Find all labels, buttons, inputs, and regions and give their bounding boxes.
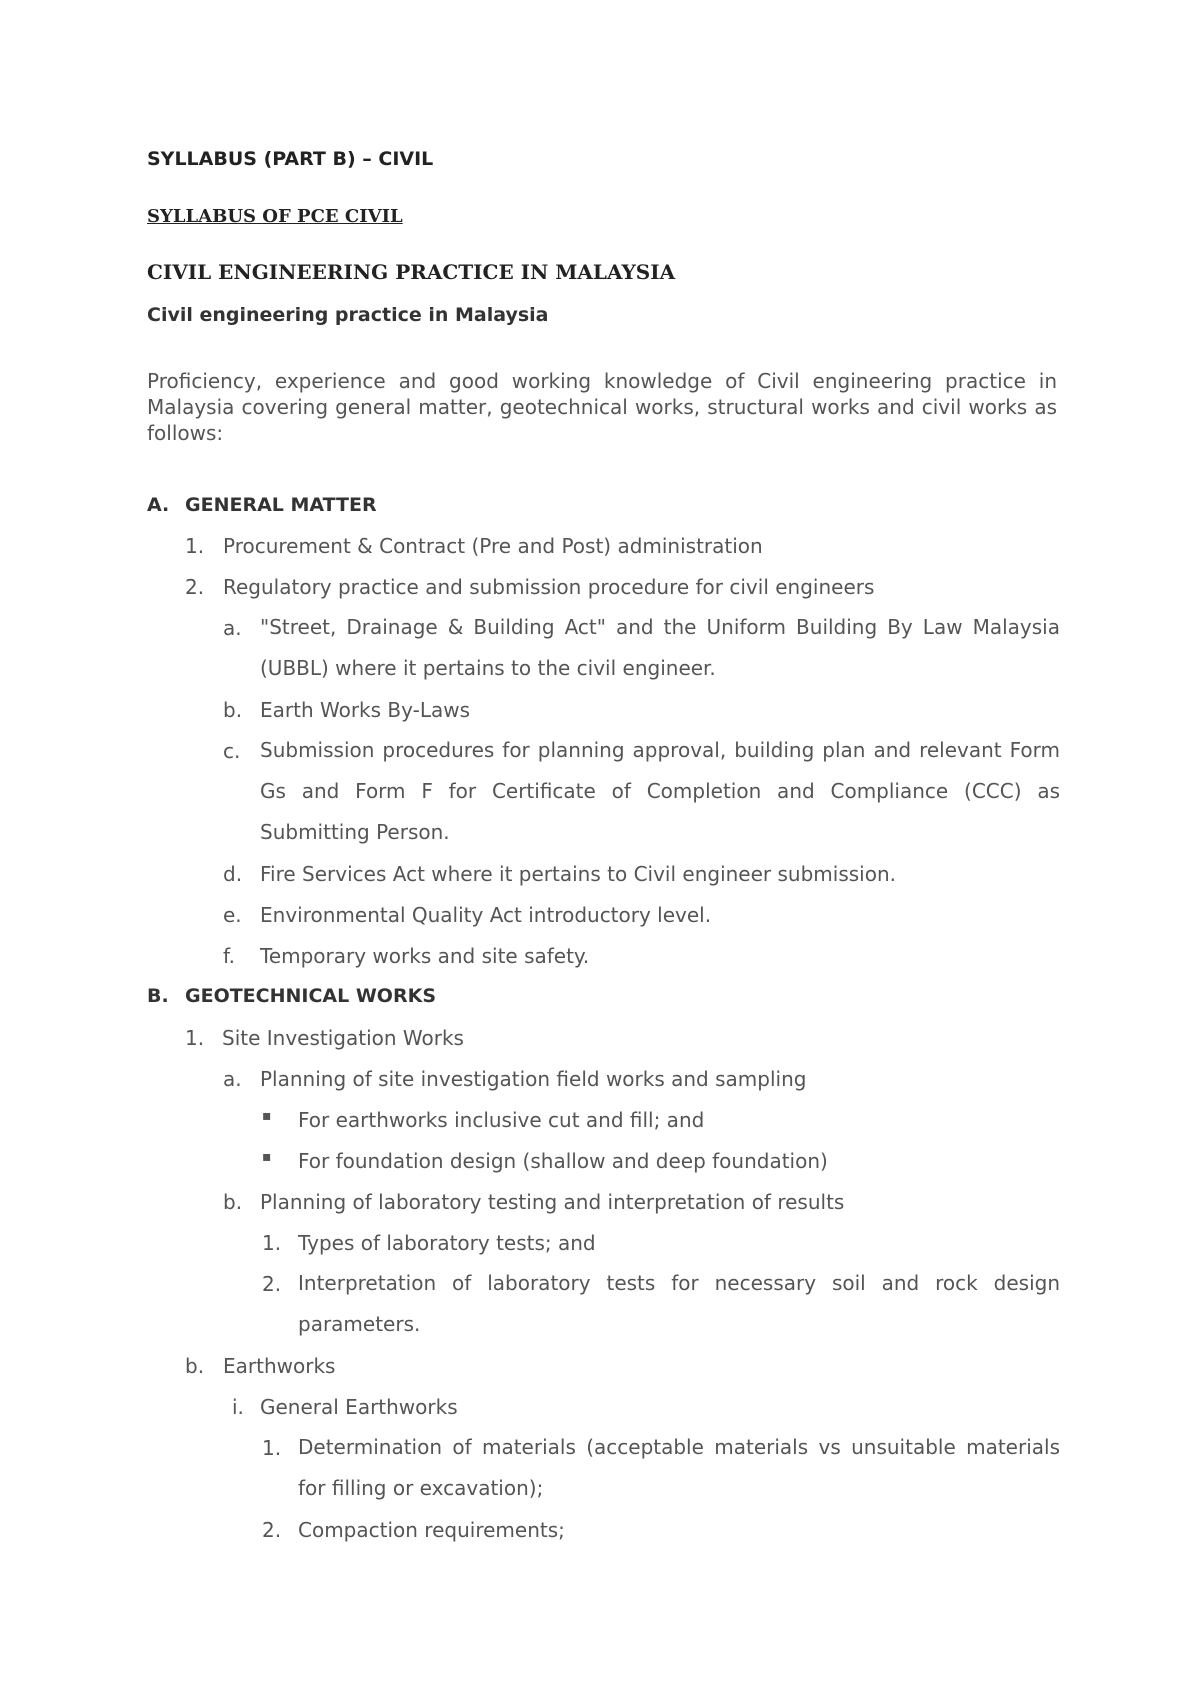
a-sub-a-text: "Street, Drainage & Building Act" and the Uniform Building By Law Malaysia (UBBL) where it pertains to the civil engineer. — [260, 615, 1060, 680]
a-sub-d-marker: d. — [223, 862, 243, 886]
intro-paragraph: Proficiency, experience and good working knowledge of Civil engineering practice in Malaysia covering general matter, geotechnical works, structural works and civil works as follows: — [147, 369, 1057, 445]
main-heading: CIVIL ENGINEERING PRACTICE IN MALAYSIA — [147, 260, 676, 284]
b-general1-marker: 1. — [262, 1436, 282, 1460]
b-sub-b2-text: Interpretation of laboratory tests for necessary soil and rock design parameters. — [298, 1271, 1060, 1336]
a-sub-e-marker: e. — [223, 903, 242, 927]
a-sub-b-text: Earth Works By-Laws — [260, 698, 471, 722]
a-sub-e-text: Environmental Quality Act introductory level. — [260, 903, 712, 927]
a-sub-a-marker: a. — [223, 616, 242, 640]
a-sub-f-marker: f. — [223, 944, 235, 968]
doc-title: SYLLABUS (PART B) – CIVIL — [147, 148, 434, 170]
b-sub-b1-marker: 1. — [262, 1231, 282, 1255]
section-b-label: GEOTECHNICAL WORKS — [185, 985, 436, 1007]
b-sub-b2-marker: 2. — [262, 1272, 282, 1296]
a-item1-marker: 1. — [185, 534, 205, 558]
b-bullet2-text: For foundation design (shallow and deep foundation) — [298, 1149, 828, 1173]
b-general1-text: Determination of materials (acceptable materials vs unsuitable materials for filling or excavation); — [298, 1435, 1060, 1500]
b-general-marker: i. — [232, 1395, 244, 1419]
section-b-marker: B. — [147, 985, 169, 1007]
b-general-text: General Earthworks — [260, 1395, 458, 1419]
section-heading: Civil engineering practice in Malaysia — [147, 304, 549, 326]
b-earthworks-marker: b. — [185, 1354, 205, 1378]
a-sub-d-text: Fire Services Act where it pertains to Civil engineer submission. — [260, 862, 896, 886]
b-sub-a-text: Planning of site investigation field works and sampling — [260, 1067, 807, 1091]
b-sub-b-text: Planning of laboratory testing and interpretation of results — [260, 1190, 845, 1214]
b-item1-text: Site Investigation Works — [222, 1026, 464, 1050]
a-sub-c-marker: c. — [223, 739, 241, 763]
bullet-icon: ▪ — [262, 1108, 272, 1124]
b-earthworks-text: Earthworks — [223, 1354, 336, 1378]
a-item1-text: Procurement & Contract (Pre and Post) administration — [223, 534, 763, 558]
b-general2-text: Compaction requirements; — [298, 1518, 565, 1542]
a-sub-f-text: Temporary works and site safety. — [260, 944, 590, 968]
section-a-marker: A. — [147, 494, 170, 516]
b-general2-marker: 2. — [262, 1518, 282, 1542]
bullet-icon: ▪ — [262, 1149, 272, 1165]
a-item2-text: Regulatory practice and submission procedure for civil engineers — [223, 575, 875, 599]
b-sub-b1-text: Types of laboratory tests; and — [298, 1231, 596, 1255]
a-sub-b-marker: b. — [223, 698, 243, 722]
b-item1-marker: 1. — [185, 1026, 205, 1050]
a-sub-c-text: Submission procedures for planning approval, building plan and relevant Form Gs and Form F for Certificate of Completion and Compliance (CCC) as Submitting Person. — [260, 738, 1060, 844]
doc-subtitle: SYLLABUS OF PCE CIVIL — [147, 206, 403, 227]
section-a-label: GENERAL MATTER — [185, 494, 377, 516]
b-bullet1-text: For earthworks inclusive cut and fill; and — [298, 1108, 705, 1132]
b-sub-b-marker: b. — [223, 1190, 243, 1214]
a-item2-marker: 2. — [185, 575, 205, 599]
b-sub-a-marker: a. — [223, 1067, 242, 1091]
